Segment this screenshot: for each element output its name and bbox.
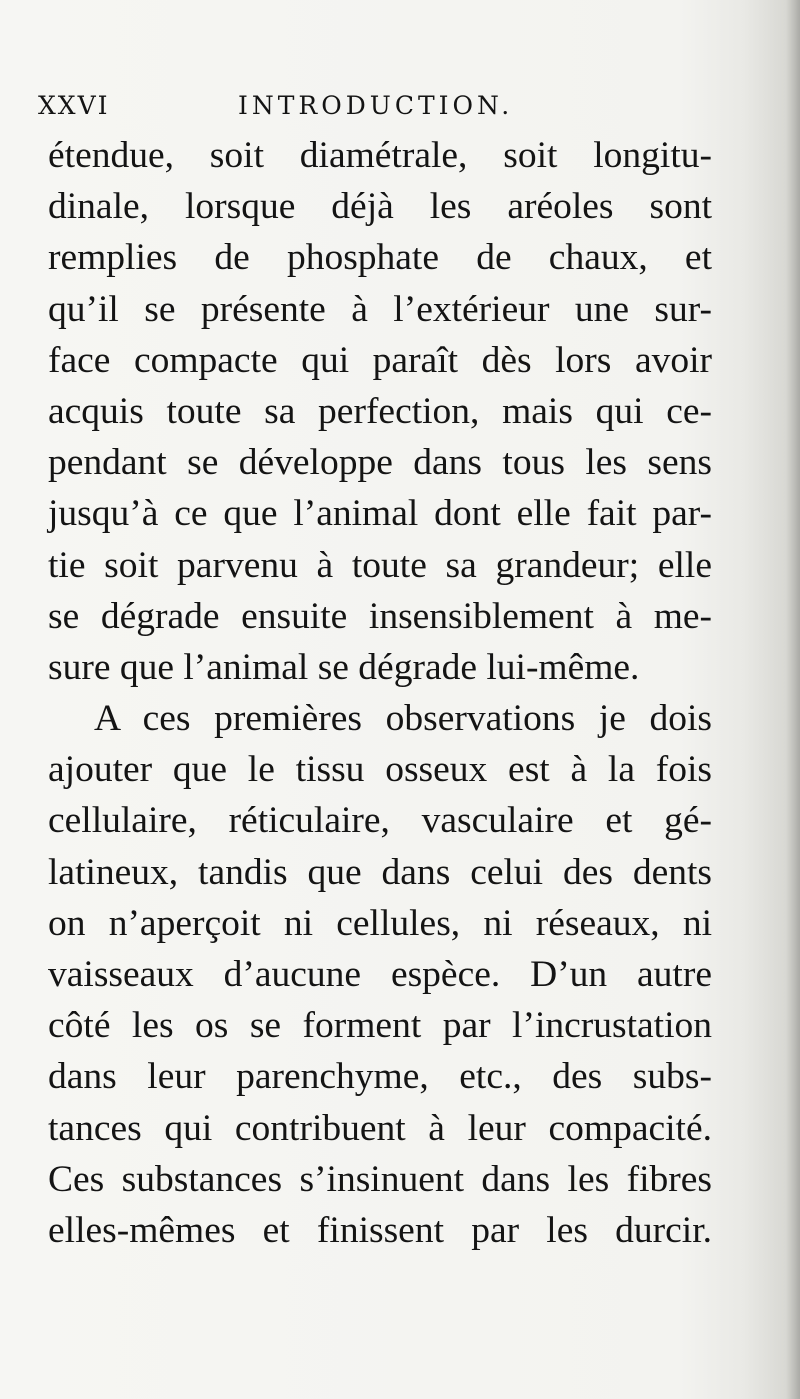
text-line: ajouter que le tissu osseux est à la fois [48, 749, 712, 791]
text-line: tances qui contribuent à leur compacité. [48, 1107, 712, 1149]
text-line: vaisseaux d’aucune espèce. D’un autre [48, 954, 712, 995]
running-title: INTRODUCTION. [238, 91, 514, 120]
text-line: latineux, tandis que dans celui des dents [48, 851, 712, 893]
text-line: tie soit parvenu à toute sa grandeur; elle [48, 544, 712, 586]
text-body [48, 130, 712, 1256]
text-line: se dégrade ensuite insensiblement à me- [48, 595, 712, 637]
text-line: étendue, soit diamétrale, soit longitu- [48, 135, 712, 176]
page-edge-shadow [786, 0, 800, 1399]
text-line: côté les os se forment par l’incrustation [48, 1005, 712, 1047]
running-head [38, 88, 738, 124]
paragraph-start-line: A ces premières observations je dois [94, 698, 712, 740]
text-line: dinale, lorsque déjà les aréoles sont [48, 186, 712, 228]
text-line: face compacte qui paraît dès lors avoir [48, 339, 712, 381]
text-line: remplies de phosphate de chaux, et [48, 237, 712, 279]
text-line: qu’il se présente à l’extérieur une sur- [48, 288, 712, 330]
text-line: Ces substances s’insinuent dans les fibres [48, 1158, 712, 1200]
text-line: cellulaire, réticulaire, vasculaire et gé- [48, 800, 712, 842]
text-line: dans leur parenchyme, etc., des subs- [48, 1056, 712, 1098]
text-line: acquis toute sa perfection, mais qui ce- [48, 390, 712, 432]
text-line: jusqu’à ce que l’animal dont elle fait par- [48, 493, 712, 535]
text-line: pendant se développe dans tous les sens [48, 442, 712, 484]
page-number: XXVI [38, 91, 110, 120]
text-line: on n’aperçoit ni cellules, ni réseaux, ni [48, 902, 712, 944]
text-line: sure que l’animal se dégrade lui-même. [48, 646, 640, 688]
text-line: elles-mêmes et finissent par les durcir. [48, 1209, 712, 1251]
